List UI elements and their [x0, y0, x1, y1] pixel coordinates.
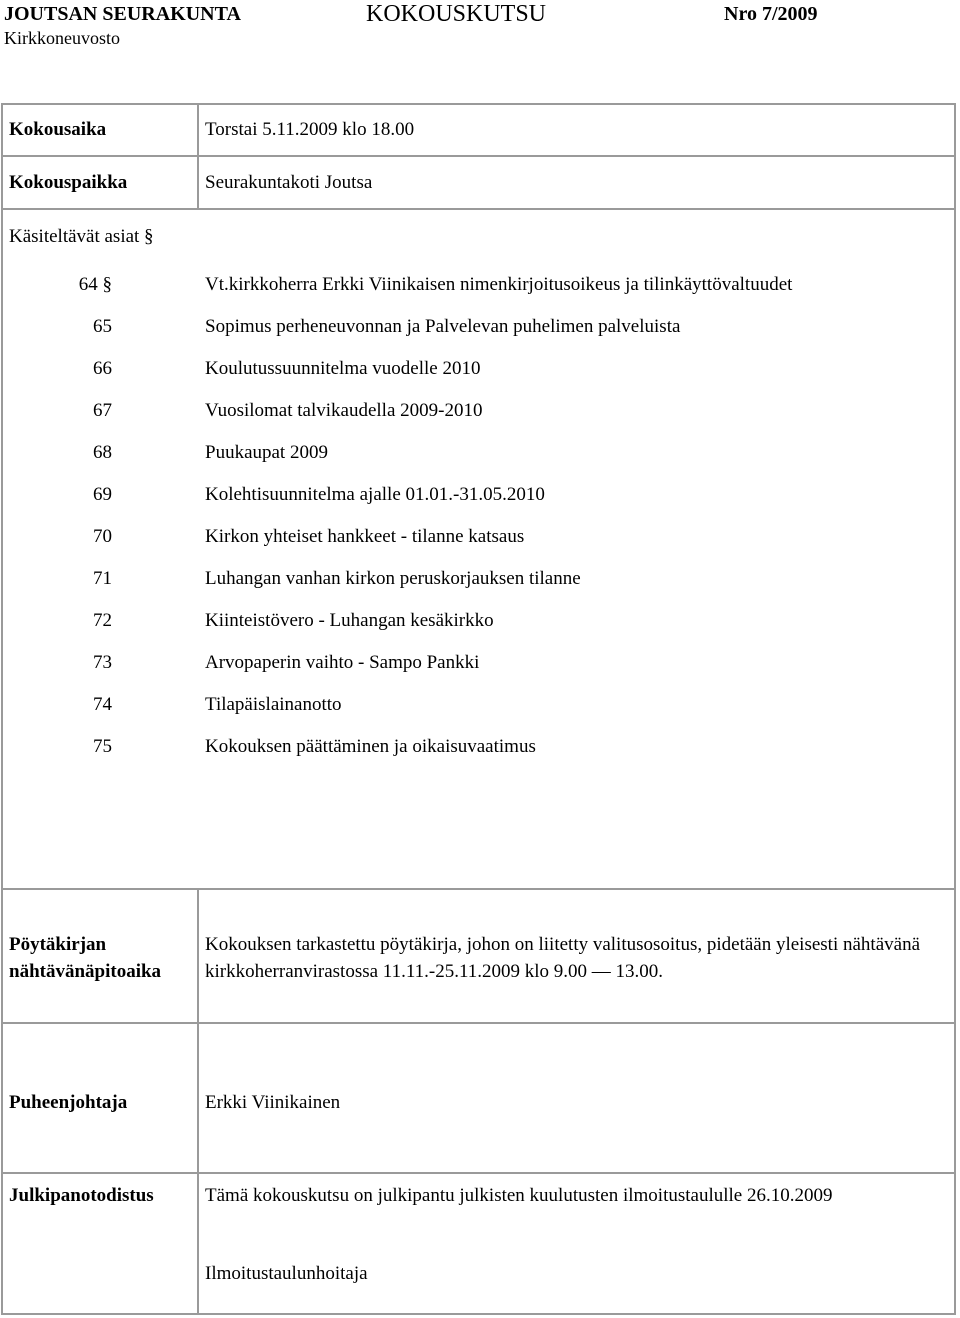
- chair-label: Puheenjohtaja: [9, 1092, 128, 1113]
- agenda-item-number: 70: [93, 526, 112, 547]
- divider-after-chair: [1, 1172, 956, 1174]
- agenda-item-number: 69: [93, 484, 112, 505]
- agenda-item-number: 68: [93, 442, 112, 463]
- minutes-label-line2: nähtävänäpitoaika: [9, 961, 162, 982]
- agenda-item-number: 73: [93, 652, 112, 673]
- agenda-item-number: 64 §: [78, 274, 112, 295]
- minutes-label: [9, 931, 161, 985]
- agenda-item-number: 75: [93, 736, 112, 757]
- divider-after-place: [1, 208, 956, 210]
- agenda-item-text: Puukaupat 2009: [205, 442, 328, 463]
- column-divider-bottom: [197, 888, 199, 1315]
- certificate-signer: Ilmoitustaulunhoitaja: [205, 1263, 368, 1284]
- meeting-time-value: Torstai 5.11.2009 klo 18.00: [205, 119, 415, 140]
- agenda-item-text: Kirkon yhteiset hankkeet - tilanne katsaus: [205, 526, 525, 547]
- agenda-item-text: Arvopaperin vaihto - Sampo Pankki: [205, 652, 480, 673]
- organization-name: JOUTSAN SEURAKUNTA: [4, 3, 241, 25]
- document-number: Nro 7/2009: [724, 3, 818, 25]
- agenda-item-number: 74: [93, 694, 112, 715]
- agenda-item-text: Sopimus perheneuvonnan ja Palvelevan puhelimen palveluista: [205, 316, 681, 337]
- agenda-item-text: Kolehtisuunnitelma ajalle 01.01.-31.05.2010: [205, 484, 545, 505]
- agenda-item-text: Vuosilomat talvikaudella 2009-2010: [205, 400, 483, 421]
- agenda-item-text: Tilapäislainanotto: [205, 694, 342, 715]
- agenda-heading: Käsiteltävät asiat §: [9, 226, 154, 247]
- agenda-item-text: Kiinteistövero - Luhangan kesäkirkko: [205, 610, 494, 631]
- agenda-item-number: 66: [93, 358, 112, 379]
- agenda-item-number: 71: [93, 568, 112, 589]
- column-divider-top: [197, 103, 199, 210]
- divider-after-time: [1, 155, 956, 157]
- minutes-label-line1: Pöytäkirjan: [9, 934, 107, 955]
- certificate-text: Tämä kokouskutsu on julkipantu julkisten kuulutusten ilmoitustaululle 26.10.2009: [205, 1185, 833, 1206]
- meeting-time-label: Kokousaika: [9, 119, 107, 140]
- agenda-item-text: Luhangan vanhan kirkon peruskorjauksen tilanne: [205, 568, 581, 589]
- meeting-body: Kirkkoneuvosto: [4, 28, 120, 48]
- chair-name: Erkki Viinikainen: [205, 1092, 341, 1113]
- meeting-place-value: Seurakuntakoti Joutsa: [205, 172, 373, 193]
- agenda-item-number: 72: [93, 610, 112, 631]
- agenda-item-number: 65: [93, 316, 112, 337]
- minutes-text: Kokouksen tarkastettu pöytäkirja, johon on liitetty valitusosoitus, pidetään yleisesti nähtävänä kirkkoherranvirastossa 11.11.-25.11.2009 klo 9.00 — 13.00.: [205, 934, 920, 982]
- divider-after-minutes: [1, 1022, 956, 1024]
- meeting-place-label: Kokouspaikka: [9, 172, 128, 193]
- document-title: KOKOUSKUTSU: [366, 1, 547, 27]
- divider-after-agenda: [1, 888, 956, 890]
- agenda-item-text: Koulutussuunnitelma vuodelle 2010: [205, 358, 481, 379]
- certificate-label: Julkipanotodistus: [9, 1185, 154, 1206]
- agenda-item-text: Vt.kirkkoherra Erkki Viinikaisen nimenkirjoitusoikeus ja tilinkäyttövaltuudet: [205, 274, 793, 295]
- document-header: [0, 0, 960, 60]
- agenda-item-text: Kokouksen päättäminen ja oikaisuvaatimus: [205, 736, 536, 757]
- agenda-item-number: 67: [93, 400, 112, 421]
